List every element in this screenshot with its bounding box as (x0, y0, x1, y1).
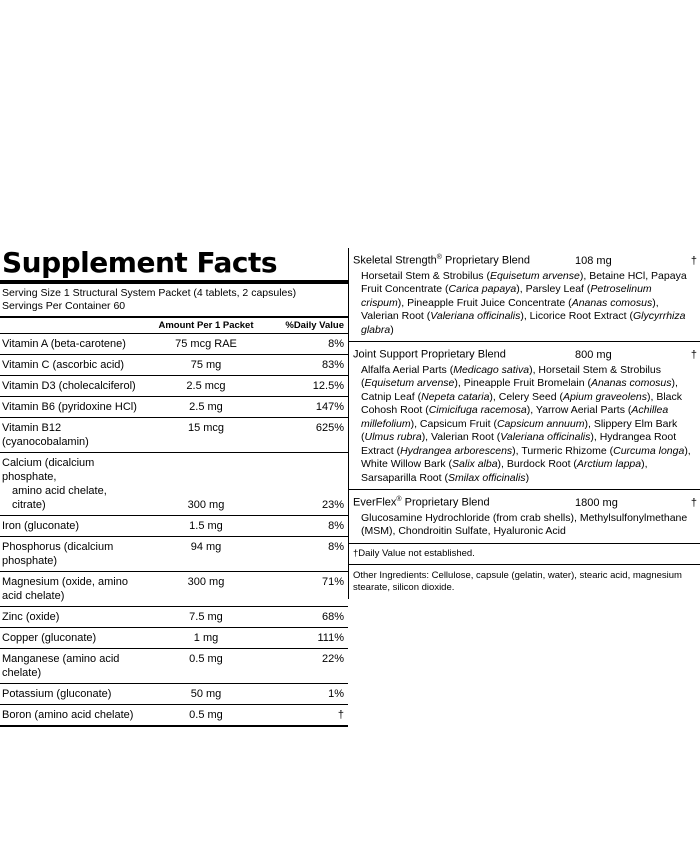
nutrient-name: Magnesium (oxide, amino acid chelate) (2, 576, 128, 602)
nutrient-name: Potassium (gluconate) (2, 688, 112, 700)
nutrient-name: Vitamin C (ascorbic acid) (2, 359, 125, 371)
nutrient-name: Vitamin B12 (cyanocobalamin) (2, 422, 89, 448)
table-row (0, 376, 348, 397)
nutrient-name-multiline (2, 456, 146, 512)
nutrient-amount: 300 mg (187, 576, 225, 588)
proprietary-blend-section (349, 342, 700, 489)
nutrient-amount: 300 mg (187, 499, 225, 511)
nutrient-daily-value: 71% (321, 576, 344, 588)
nutrient-amount: 0.5 mg (189, 653, 223, 665)
nutrient-daily-value: 23% (321, 499, 344, 511)
nutrient-name: Vitamin B6 (pyridoxine HCl) (2, 401, 137, 413)
table-row (0, 355, 348, 376)
nutrient-amount: 50 mg (190, 688, 222, 700)
table-row (0, 572, 348, 607)
nutrient-amount: 94 mg (190, 541, 222, 553)
nutrient-amount: 75 mg (190, 359, 222, 371)
nutrient-daily-value: 83% (321, 359, 344, 371)
nutrient-daily-value: 8% (328, 541, 344, 553)
nutrient-daily-value: 22% (321, 653, 344, 665)
nutrient-daily-value: 8% (328, 338, 344, 350)
blend-ingredients: Glucosamine Hydrochloride (from crab shells), Methylsulfonylmethane (MSM), Chondroitin Sulfate, Hyaluronic Acid (361, 511, 688, 538)
column-header-amount: Amount Per 1 Packet (158, 320, 254, 331)
blend-amount: 1800 mg (575, 496, 618, 509)
blend-ingredients: Alfalfa Aerial Parts (Medicago sativa), Horsetail Stem & Strobilus (Equisetum arvense), Pineapple Fruit Bromelain (Ananas comosus), Catnip Leaf (Nepeta cataria), Celery Seed (Apium graveolens), Black Cohosh Root (Cimicifuga racemosa), Yarrow Aerial Parts (Achillea millefolium), Capsicum Fruit (Capsicum annuum), Slippery Elm Bark (Ulmus rubra), Valerian Root (Valeriana officinalis), Hydrangea Root Extract (Hydrangea arborescens), Turmeric Rhizome (Curcuma longa), White Willow Bark (Salix alba), Burdock Root (Arctium lappa), Sarsaparilla Root (Smilax officinalis) (361, 363, 691, 484)
blend-amount: 108 mg (575, 254, 612, 267)
blend-header (349, 248, 700, 270)
blend-ingredients: Horsetail Stem & Strobilus (Equisetum arvense), Betaine HCl, Papaya Fruit Concentrate (Carica papaya), Parsley Leaf (Petroselinum crispum), Pineapple Fruit Juice Concentrate (Ananas comosus), Valerian Root (Valeriana officinalis), Licorice Root Extract (Glycyrrhiza glabra) (361, 269, 687, 336)
table-row (0, 418, 348, 453)
blend-name: Skeletal Strength® Proprietary Blend (353, 254, 530, 267)
supplement-facts-left-panel (0, 248, 348, 727)
blend-name: Joint Support Proprietary Blend (353, 348, 506, 361)
nutrient-daily-value: 1% (328, 688, 344, 700)
nutrient-name: Iron (gluconate) (2, 520, 80, 532)
nutrient-amount: 15 mcg (187, 422, 225, 434)
registered-mark: ® (396, 496, 402, 504)
serving-info (0, 284, 348, 316)
table-row (0, 684, 348, 705)
nutrient-name: Boron (amino acid chelate) (2, 709, 134, 721)
other-ingredients: Other Ingredients: Cellulose, capsule (gelatin, water), stearic acid, magnesium stearate, silicon dioxide. (353, 569, 682, 594)
nutrient-daily-value: 8% (328, 520, 344, 532)
serving-size: Serving Size 1 Structural System Packet (4 tablets, 2 capsules) (2, 287, 297, 299)
blend-dagger: † (690, 496, 697, 509)
nutrient-amount: 75 mcg RAE (175, 338, 237, 350)
table-row (0, 537, 348, 572)
nutrient-amount: 1 mg (193, 632, 219, 644)
page-title: Supplement Facts (2, 246, 278, 279)
nutrient-daily-value: 68% (321, 611, 344, 623)
nutrient-name: Zinc (oxide) (2, 611, 60, 623)
table-row (0, 628, 348, 649)
proprietary-blend-section (349, 490, 700, 543)
nutrient-daily-value: † (337, 709, 344, 721)
blend-name: EverFlex® Proprietary Blend (353, 496, 490, 509)
table-row (0, 453, 348, 516)
proprietary-blend-section (349, 248, 700, 341)
blend-header (349, 342, 700, 364)
table-row (0, 334, 348, 355)
daily-value-footnote: †Daily Value not established. (353, 547, 475, 559)
blend-dagger: † (690, 348, 697, 361)
table-row (0, 516, 348, 537)
registered-mark: ® (436, 254, 442, 261)
nutrient-name-line2: amino acid chelate, citrate) (12, 485, 107, 511)
nutrient-name: Vitamin D3 (cholecalciferol) (2, 380, 136, 392)
table-row (0, 649, 348, 684)
table-row (0, 607, 348, 628)
nutrient-amount: 7.5 mg (189, 611, 223, 623)
nutrient-amount: 2.5 mg (189, 401, 223, 413)
nutrient-name: Phosphorus (dicalcium phosphate) (2, 541, 114, 567)
column-header-daily-value: %Daily Value (285, 320, 344, 331)
nutrient-daily-value: 625% (315, 422, 344, 434)
blend-dagger: † (690, 254, 697, 267)
servings-per-container: Servings Per Container 60 (2, 300, 126, 312)
nutrient-daily-value: 111% (317, 632, 344, 644)
nutrient-amount: 0.5 mg (189, 709, 223, 721)
table-row (0, 705, 348, 725)
nutrient-name-line1: Calcium (dicalcium phosphate, (2, 457, 95, 483)
nutrient-amount: 2.5 mcg (186, 380, 226, 392)
table-bottom-divider (0, 725, 348, 727)
nutrient-name: Copper (gluconate) (2, 632, 97, 644)
nutrient-name: Vitamin A (beta-carotene) (2, 338, 126, 350)
nutrient-daily-value: 12.5% (312, 380, 344, 392)
table-row (0, 397, 348, 418)
blend-amount: 800 mg (575, 348, 612, 361)
blend-header (349, 490, 700, 512)
nutrient-daily-value: 147% (315, 401, 344, 413)
nutrient-amount: 1.5 mg (189, 520, 223, 532)
table-column-headers (0, 318, 348, 333)
supplement-facts-right-panel (348, 248, 700, 599)
nutrient-name: Manganese (amino acid chelate) (2, 653, 120, 679)
